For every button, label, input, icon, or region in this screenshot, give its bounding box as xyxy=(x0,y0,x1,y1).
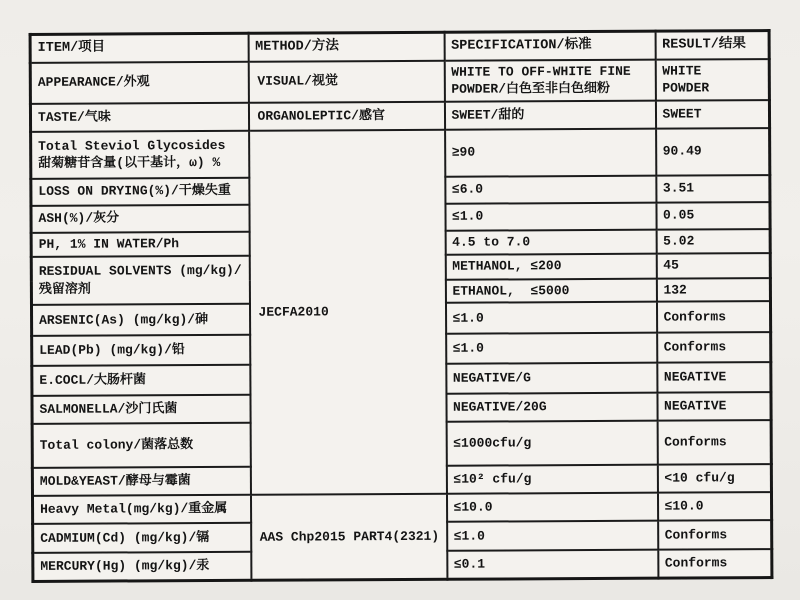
result-cell: WHITE POWDER xyxy=(655,59,769,101)
item-cell: Total colony/菌落总数 xyxy=(32,423,250,468)
item-cell: SALMONELLA/沙门氏菌 xyxy=(32,395,250,424)
spec-cell: METHANOL, ≤200 xyxy=(445,253,656,279)
item-cell: MOLD&YEAST/酵母与霉菌 xyxy=(32,467,250,496)
spec-cell: ≤1000cfu/g xyxy=(446,421,657,466)
item-cell-residual-solvents: RESIDUAL SOLVENTS (mg/kg)/残留溶剂 xyxy=(31,255,249,305)
table-row xyxy=(30,100,769,132)
result-cell: 3.51 xyxy=(656,175,770,203)
spec-cell: ≤10.0 xyxy=(446,493,657,522)
result-cell: 132 xyxy=(656,278,770,302)
header-result: RESULT/结果 xyxy=(655,31,769,60)
result-cell: SWEET xyxy=(655,100,769,129)
result-cell: NEGATIVE xyxy=(657,362,771,393)
result-cell: 5.02 xyxy=(656,229,770,254)
item-cell: ARSENIC(As) (mg/kg)/砷 xyxy=(31,304,249,336)
result-cell: ≤10.0 xyxy=(657,492,771,521)
table-row xyxy=(31,128,770,179)
result-cell: Conforms xyxy=(658,520,772,550)
result-cell: 45 xyxy=(656,253,770,279)
item-cell: ASH(%)/灰分 xyxy=(31,204,249,232)
spec-cell: NEGATIVE/G xyxy=(446,363,657,394)
item-cell: CADMIUM(Cd) (mg/kg)/镉 xyxy=(33,523,251,553)
table-row xyxy=(32,492,771,524)
spec-cell: NEGATIVE/20G xyxy=(446,393,657,422)
result-cell: Conforms xyxy=(656,301,770,333)
method-cell-aas: AAS Chp2015 PART4(2321) xyxy=(250,494,446,580)
item-cell: APPEARANCE/外观 xyxy=(30,61,248,103)
result-cell: Conforms xyxy=(657,332,771,363)
spec-cell: ≤6.0 xyxy=(445,175,656,203)
result-cell: NEGATIVE xyxy=(657,392,771,421)
item-cell: Heavy Metal(mg/kg)/重金属 xyxy=(32,495,250,524)
spec-cell: 4.5 to 7.0 xyxy=(445,229,656,254)
item-cell: TASTE/气味 xyxy=(30,102,248,131)
spec-cell: ≤1.0 xyxy=(445,302,656,334)
result-cell: 90.49 xyxy=(656,128,770,176)
header-method: METHOD/方法 xyxy=(248,32,444,61)
result-cell: Conforms xyxy=(657,420,771,465)
spec-cell: ≤1.0 xyxy=(447,521,658,551)
item-cell: PH, 1% IN WATER/Ph xyxy=(31,231,249,256)
table-header-row xyxy=(30,31,769,63)
spec-cell: ≤1.0 xyxy=(445,202,656,230)
spec-cell: ETHANOL, ≤5000 xyxy=(445,278,656,303)
header-specification: SPECIFICATION/标准 xyxy=(444,31,655,60)
item-cell: LOSS ON DRYING(%)/干燥失重 xyxy=(31,177,249,205)
spec-cell: ≤1.0 xyxy=(446,333,657,364)
method-cell: VISUAL/视觉 xyxy=(248,60,444,102)
spec-cell: WHITE TO OFF-WHITE FINE POWDER/白色至非白色细粉 xyxy=(444,59,655,101)
item-cell: LEAD(Pb) (mg/kg)/铅 xyxy=(32,335,250,366)
result-cell: <10 cfu/g xyxy=(657,464,771,493)
spec-cell: ≤0.1 xyxy=(447,550,658,579)
spec-cell: SWEET/甜的 xyxy=(444,100,655,129)
spec-cell: ≤10² cfu/g xyxy=(446,465,657,494)
header-item: ITEM/项目 xyxy=(30,33,248,62)
spec-cell: ≥90 xyxy=(445,128,656,176)
method-cell-jecfa: JECFA2010 xyxy=(249,129,447,495)
result-cell: Conforms xyxy=(658,549,772,578)
item-cell: MERCURY(Hg) (mg/kg)/汞 xyxy=(33,552,251,581)
coa-table xyxy=(29,29,774,583)
method-cell: ORGANOLEPTIC/感官 xyxy=(248,101,444,130)
result-cell: 0.05 xyxy=(656,202,770,230)
item-cell: E.COCL/大肠杆菌 xyxy=(32,365,250,396)
item-cell: Total Steviol Glycosides 甜菊糖苷含量(以干基计，ω) % xyxy=(31,130,249,178)
table-row xyxy=(30,59,769,104)
